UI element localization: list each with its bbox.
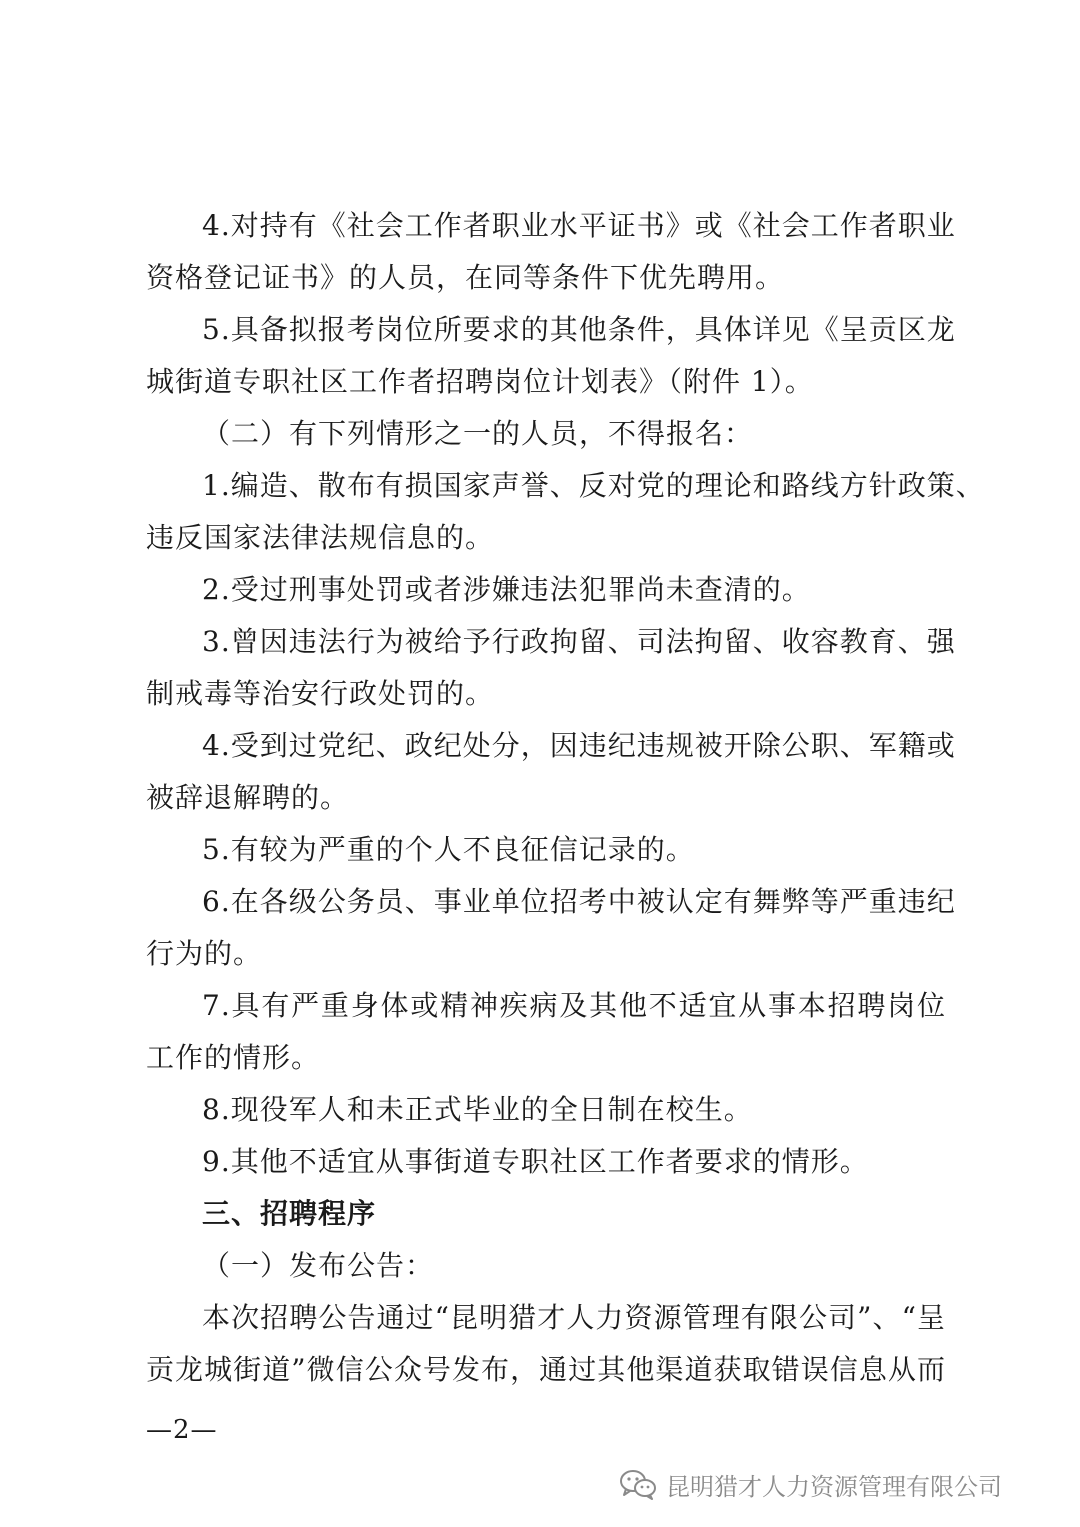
text-line: 2.受过刑事处罚或者涉嫌违法犯罪尚未查清的。: [202, 573, 811, 606]
text-line: （二）有下列情形之一的人员，不得报名：: [202, 417, 754, 450]
text-line: 贡龙城街道”微信公众号发布，通过其他渠道获取错误信息从而: [146, 1353, 946, 1386]
section-heading: 三、招聘程序: [202, 1197, 377, 1230]
text-line: 9.其他不适宜从事街道专职社区工作者要求的情形。: [202, 1145, 869, 1178]
text-line: 城街道专职社区工作者招聘岗位计划表》（附件 1）。: [146, 365, 814, 398]
text-line: （一）发布公告：: [202, 1249, 435, 1282]
text-line: 1.编造、散布有损国家声誉、反对党的理论和路线方针政策、: [202, 469, 985, 502]
wechat-watermark: [618, 1462, 1002, 1506]
text-line: 本次招聘公告通过“昆明猎才人力资源管理有限公司”、“呈: [202, 1301, 946, 1334]
page-number: —2—: [146, 1415, 218, 1445]
text-line: 5.具备拟报考岗位所要求的其他条件，具体详见《呈贡区龙: [202, 313, 956, 346]
text-line: 被辞退解聘的。: [146, 781, 350, 814]
text-line: 5.有较为严重的个人不良征信记录的。: [202, 833, 695, 866]
text-line: 3.曾因违法行为被给予行政拘留、司法拘留、收容教育、强: [202, 625, 956, 658]
watermark-text: 昆明猎才人力资源管理有限公司: [666, 1472, 1002, 1501]
text-line: 行为的。: [146, 937, 263, 970]
text-line: 违反国家法律法规信息的。: [146, 521, 495, 554]
text-line: 7.具有严重身体或精神疾病及其他不适宜从事本招聘岗位: [202, 989, 946, 1022]
text-line: 6.在各级公务员、事业单位招考中被认定有舞弊等严重违纪: [202, 885, 956, 918]
document-body: [146, 200, 985, 1396]
text-line: 4.受到过党纪、政纪处分，因违纪违规被开除公职、军籍或: [202, 729, 956, 762]
text-line: 4.对持有《社会工作者职业水平证书》或《社会工作者职业: [202, 209, 956, 242]
text-line: 制戒毒等治安行政处罚的。: [146, 677, 495, 710]
text-line: 工作的情形。: [146, 1041, 321, 1074]
wechat-icon: [618, 1468, 658, 1500]
text-line: 8.现役军人和未正式毕业的全日制在校生。: [202, 1093, 753, 1126]
text-line: 资格登记证书》的人员，在同等条件下优先聘用。: [146, 261, 785, 294]
